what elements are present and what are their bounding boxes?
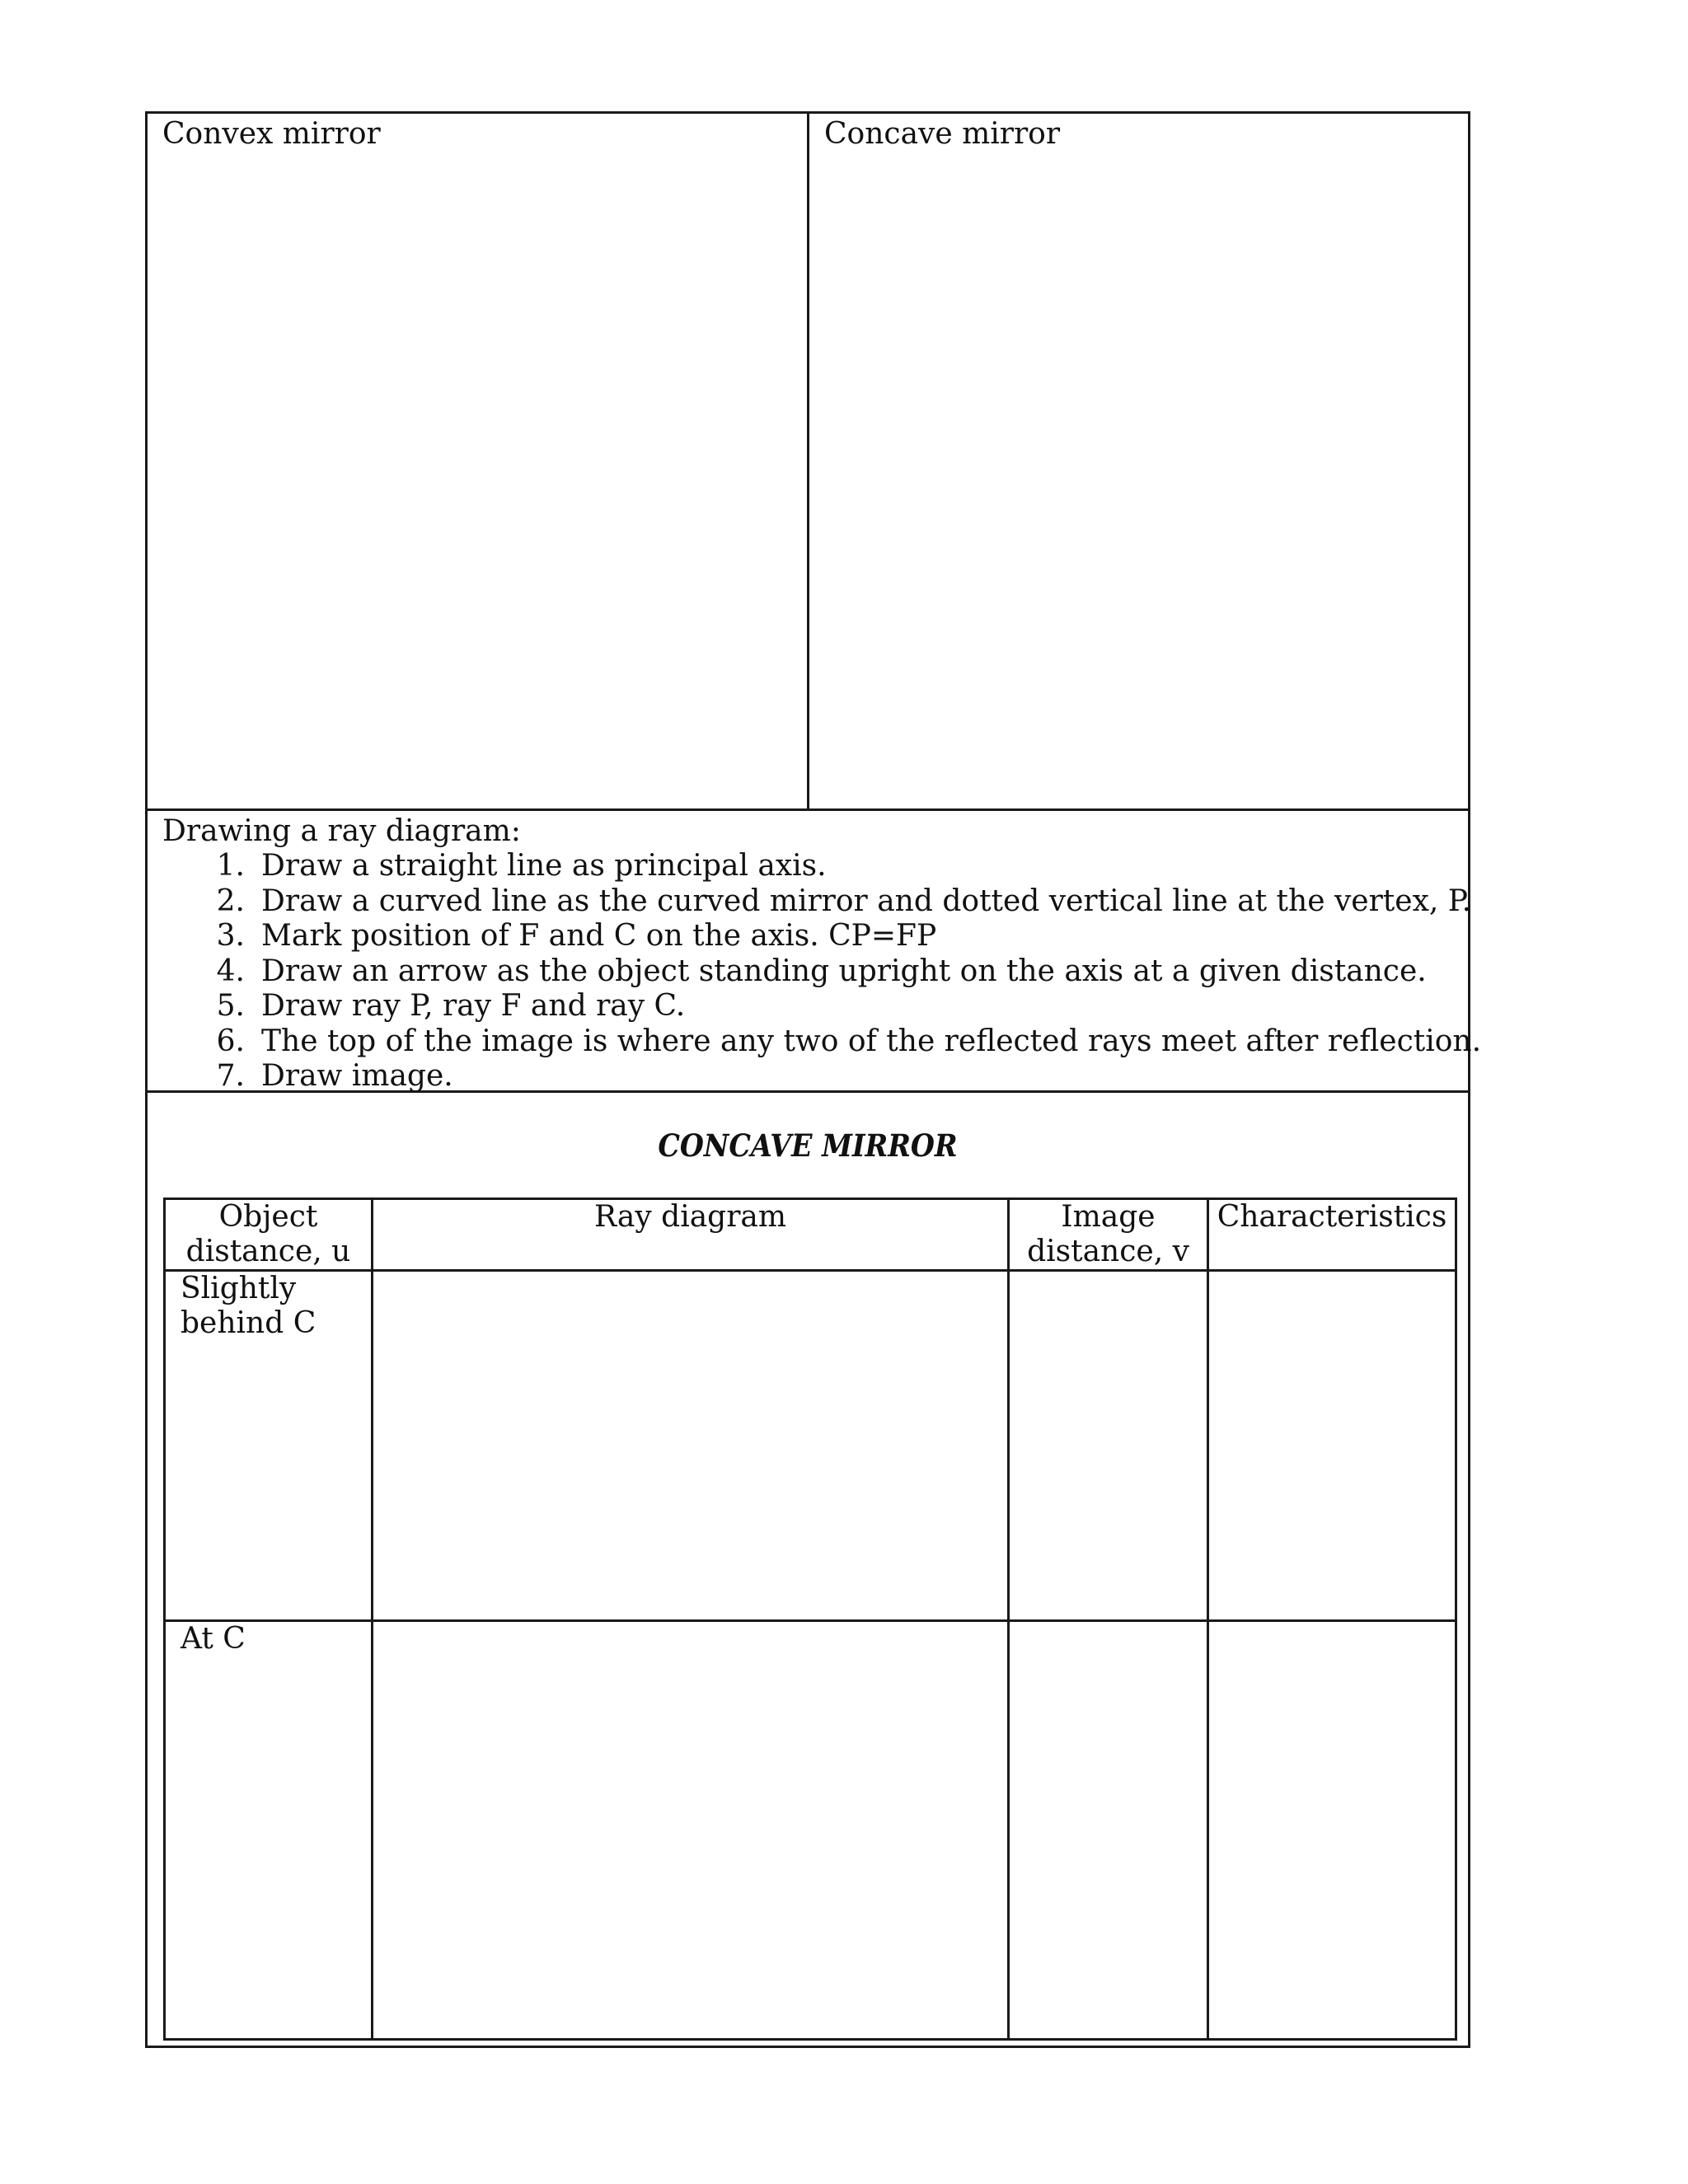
step-text: Draw a straight line as principal axis. (261, 849, 827, 883)
step-text: The top of the image is where any two of the reflected rays meet after reflection. (261, 1024, 1482, 1058)
list-item (197, 1024, 1481, 1060)
step-text: Mark position of F and C on the axis. CP=FP (261, 919, 937, 953)
convex-mirror-box[interactable] (148, 114, 809, 811)
step-text: Draw a curved line as the curved mirror and dotted vertical line at the vertex, P. (261, 883, 1472, 918)
list-item (197, 919, 1481, 954)
step-number: 1. (216, 849, 245, 883)
image-distance-cell[interactable] (1009, 1271, 1208, 1621)
object-distance-cell: At C (165, 1621, 373, 2040)
step-text: Draw ray P, ray F and ray C. (261, 989, 686, 1023)
ray-diagram-instructions (148, 811, 1482, 1093)
header-object-distance: Object distance, u (165, 1199, 373, 1271)
step-text: Draw an arrow as the object standing upright on the axis at a given distance. (261, 954, 1427, 988)
step-text: Draw image. (261, 1059, 453, 1093)
header-ray-diagram: Ray diagram (373, 1199, 1009, 1271)
characteristics-cell[interactable] (1208, 1271, 1456, 1621)
step-number: 3. (216, 919, 245, 953)
step-number: 2. (216, 883, 245, 918)
list-item (197, 954, 1481, 990)
concave-mirror-table (163, 1197, 1457, 2041)
ray-diagram-cell[interactable] (373, 1271, 1009, 1621)
concave-section-title: CONCAVE MIRROR (658, 1127, 958, 1164)
step-number: 6. (216, 1024, 245, 1058)
list-item (197, 1059, 1481, 1094)
header-characteristics: Characteristics (1208, 1199, 1456, 1271)
convex-mirror-label: Convex mirror (162, 117, 381, 151)
list-item (197, 884, 1481, 920)
step-number: 7. (216, 1059, 245, 1093)
header-image-distance: Image distance, v (1009, 1199, 1208, 1271)
step-number: 5. (216, 989, 245, 1023)
table-row (165, 1271, 1456, 1621)
concave-mirror-box[interactable] (809, 114, 1468, 811)
worksheet-frame (145, 111, 1482, 2048)
table-header-row (165, 1199, 1456, 1271)
object-distance-cell: Slightly behind C (165, 1271, 373, 1621)
image-distance-cell[interactable] (1009, 1621, 1208, 2040)
characteristics-cell[interactable] (1208, 1621, 1456, 2040)
list-item (197, 989, 1481, 1024)
table-row (165, 1621, 1456, 2040)
concave-mirror-label: Concave mirror (824, 117, 1061, 151)
instructions-heading: Drawing a ray diagram: (162, 814, 521, 848)
step-number: 4. (216, 954, 245, 988)
ray-diagram-cell[interactable] (373, 1621, 1009, 2040)
list-item (197, 849, 1481, 884)
instructions-list (197, 849, 1481, 1094)
